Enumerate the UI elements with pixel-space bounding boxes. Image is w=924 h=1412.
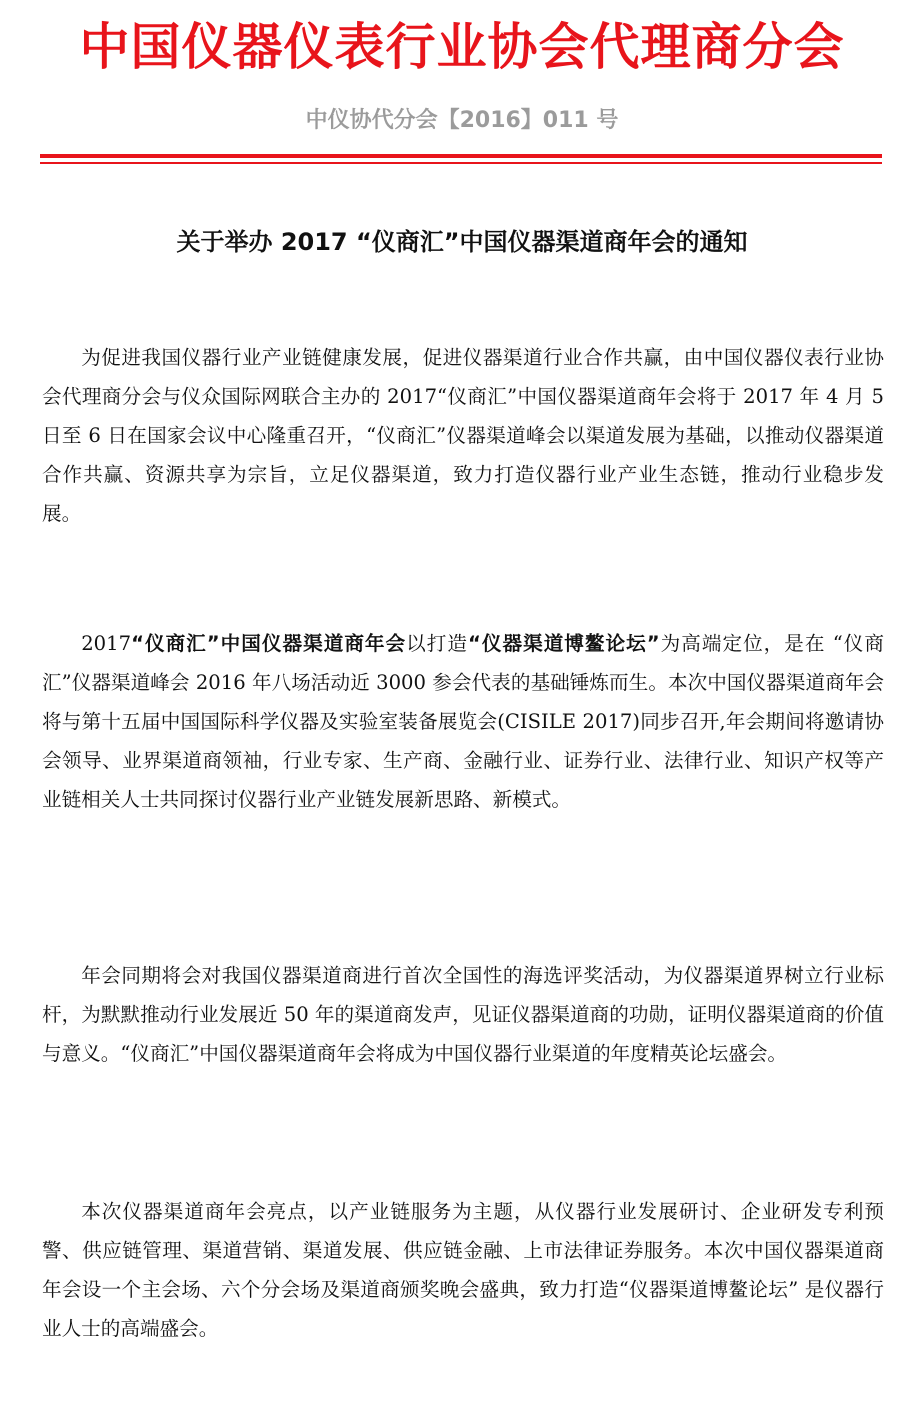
- paragraph-4: 本次仪器渠道商年会亮点，以产业链服务为主题，从仪器行业发展研讨、企业研发专利预警、供应链管理、渠道营销、渠道发展、供应链金融、上市法律证券服务。本次中国仪器渠道商年会设一个主会场、六个分会场及渠道商颁奖晚会盛典，致力打造“仪器渠道博鳌论坛” 是仪器行业人士的高端盛会。: [42, 1200, 884, 1340]
- paragraph-2-text-a: 以打造: [406, 632, 468, 655]
- paragraph-2-text-b: 为高端定位，是在 “仪商汇”仪器渠道峰会 2016 年八场活动近 3000 参会代表的基础锤炼而生。本次中国仪器渠道商年会将与第十五届中国国际科学仪器及实验室装备展览会(CISILE 2017)同步召开,年会期间将邀请协会领导、业界渠道商领袖，行业专家、生产商、金融行业、证券行业、法律行业、知识产权等产业链相关人士共同探讨仪器行业产业链发展新思路、新模式。: [42, 632, 884, 811]
- document-number: 中仪协代分会【2016】011 号: [305, 108, 619, 133]
- paragraph-2-year: 2017: [81, 632, 132, 655]
- paragraph-2-event-name: “仪商汇”中国仪器渠道商年会: [131, 632, 407, 655]
- header-rule-thin: [40, 162, 882, 164]
- paragraph-1: 为促进我国仪器行业产业链健康发展，促进仪器渠道行业合作共赢，由中国仪器仪表行业协会代理商分会与仪众国际网联合主办的 2017“仪商汇”中国仪器渠道商年会将于 2017 年 4 月 5 日至 6 日在国家会议中心隆重召开，“仪商汇”仪器渠道峰会以渠道发展为基础，以推动仪器渠道合作共赢、资源共享为宗旨，立足仪器渠道，致力打造仪器行业产业生态链，推动行业稳步发展。: [42, 346, 884, 525]
- paragraph-3: 年会同期将会对我国仪器渠道商进行首次全国性的海选评奖活动，为仪器渠道界树立行业标杆，为默默推动行业发展近 50 年的渠道商发声，见证仪器渠道商的功勋，证明仪器渠道商的价值与意义。“仪商汇”中国仪器渠道商年会将成为中国仪器行业渠道的年度精英论坛盛会。: [42, 964, 884, 1065]
- notice-title: 关于举办 2017 “仪商汇”中国仪器渠道商年会的通知: [176, 228, 748, 256]
- organization-title: 中国仪器仪表行业协会代理商分会: [79, 18, 845, 76]
- paragraph-2: [42, 624, 884, 819]
- paragraph-2-forum-name: “仪器渠道博鳌论坛”: [467, 632, 660, 655]
- header-rule-thick: [40, 154, 882, 158]
